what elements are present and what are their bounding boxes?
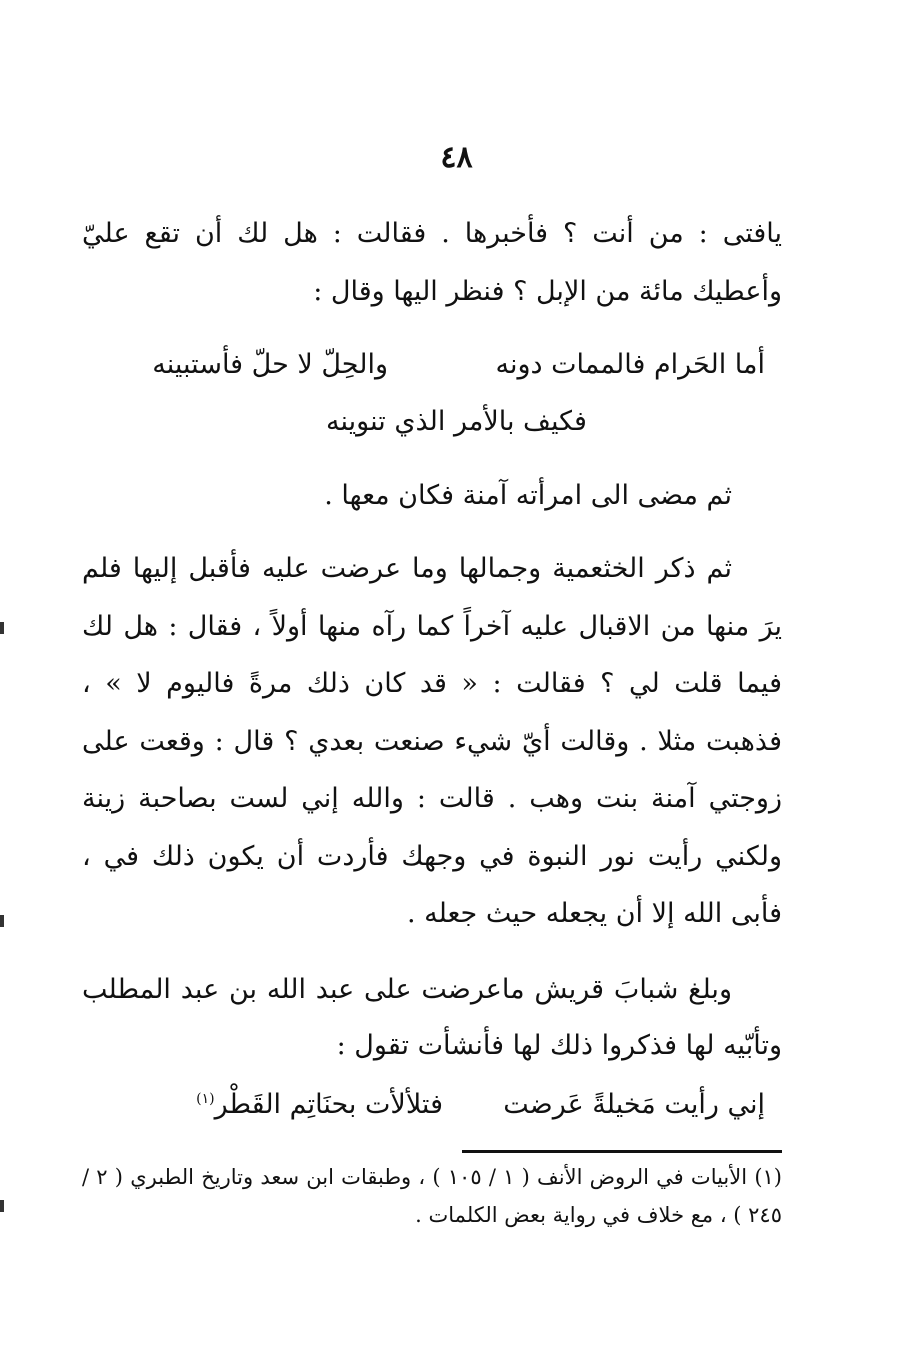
footnote-reference: (١) [196, 1091, 215, 1107]
paragraph: وبلغ شبابَ قريش ماعرضت على عبد الله بن عبد المطلب وتأبّيه لها فذكروا ذلك لها فأنشأت تقول : [82, 974, 782, 1061]
footnote-separator [462, 1150, 782, 1153]
paragraph-2-block [82, 467, 782, 525]
verse-2-hemistich-right: إني رأيت مَخيلةً عَرضت [503, 1089, 765, 1120]
page-number: ٤٨ [440, 140, 473, 175]
footnote [82, 1158, 782, 1234]
verse-1-hemistich-right: أما الحَرام فالممات دونه [495, 349, 765, 380]
verse-1-line-2: فكيف بالأمر الذي تنوينه [326, 406, 587, 437]
footnote-text: الأبيات في الروض الأنف ( ١ / ١٠٥ ) ، وطبقات ابن سعد وتاريخ الطبري ( ٢ / ٢٤٥ ) ، مع خلاف في رواية بعض الكلمات . [82, 1165, 782, 1227]
verse-2-hemistich-left: فتلألأت بحنَاتِم القَطْر [214, 1089, 443, 1120]
paragraph-1-block [82, 205, 782, 320]
scan-edge-mark [0, 1200, 4, 1212]
paragraph: ثم ذكر الخثعمية وجمالها وما عرضت عليه فأقبل إليها فلم يرَ منها من الاقبال عليه آخراً كما رآه منها أولاً ، فقال : هل لك فيما قلت لي ؟ فقالت : « قد كان ذلك مرةً فاليوم لا » ، فذهبت مثلا . وقالت أيّ شيء صنعت بعدي ؟ قال : وقعت على زوجتي آمنة بنت وهب . قالت : والله إني لست بصاحبة زينة ولكني رأيت نور النبوة في وجهك فأردت أن يكون ذلك في ، فأبى الله إلا أن يجعله حيث جعله . [82, 553, 782, 929]
footnote-marker: (١) [754, 1165, 782, 1189]
scan-edge-mark [0, 622, 4, 634]
paragraph: يافتى : من أنت ؟ فأخبرها . فقالت : هل لك أن تقع عليّ وأعطيك مائة من الإبل ؟ فنظر اليها وقال : [82, 218, 782, 307]
paragraph: ثم مضى الى امرأته آمنة فكان معها . [324, 480, 732, 511]
paragraph-3-block [82, 540, 782, 943]
verse-1-hemistich-left: والحِلّ لا حلّ فأستبينه [152, 349, 388, 380]
verse-2-hemistich-left-wrap [196, 1085, 443, 1125]
scan-edge-mark [0, 915, 4, 927]
paragraph-4-block [82, 962, 782, 1074]
